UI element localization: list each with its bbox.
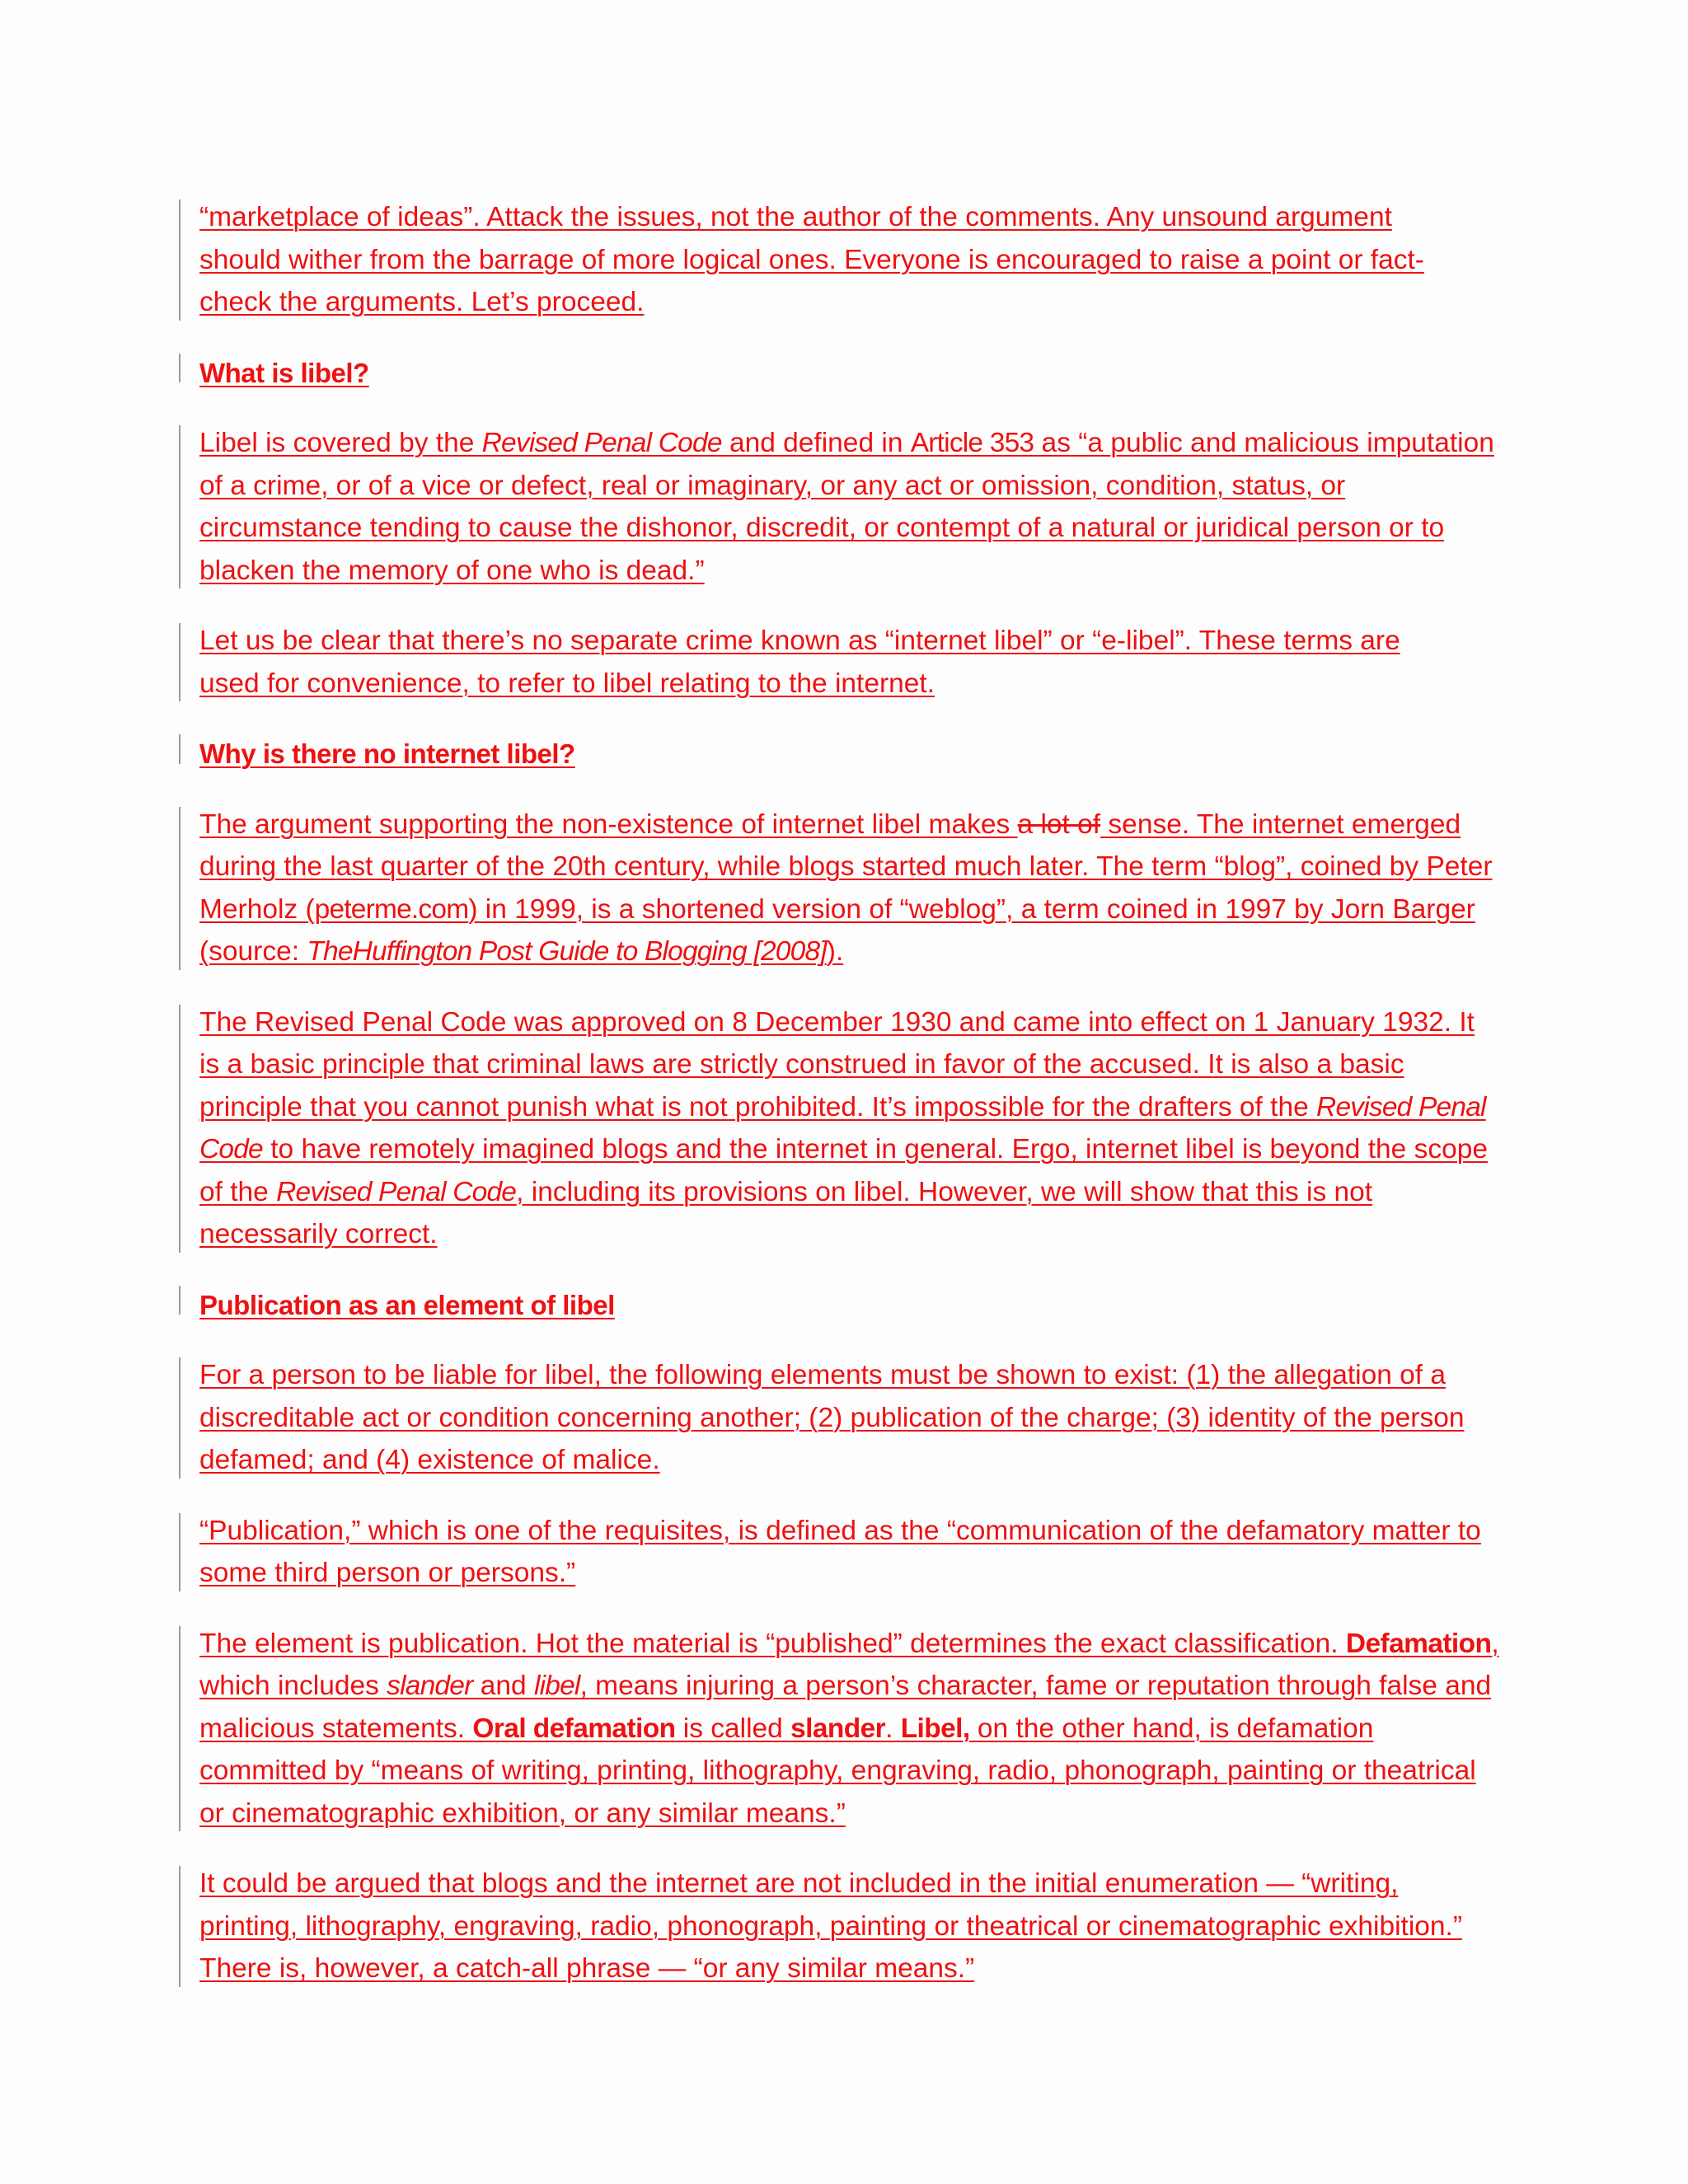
paragraph-no-separate-crime: Let us be clear that there’s no separate crime known as “internet libel” or “e-libel”. These terms are used for convenience, to refer to libel relating to the internet.: [199, 620, 1436, 705]
paragraph-elements-of-libel: For a person to be liable for libel, the following elements must be shown to exist: (1) the allegation of a discreditable act or condition concerning another; (2) publication of the charge; (3) identity of the person defamed; and (4) existence of malice.: [199, 1354, 1502, 1482]
paragraph-marketplace: “marketplace of ideas”. Attack the issues, not the author of the comments. Any unsound argument should wither from the barrage of more logical ones. Everyone is encouraged to raise a point or fact-check the arguments. Let’s proceed.: [199, 196, 1436, 324]
document-body: [199, 196, 1502, 2018]
paragraph-revised-penal-code: The Revised Penal Code was approved on 8 December 1930 and came into effect on 1 January 1932. It is a basic principle that criminal laws are strictly construed in favor of the accused. It is also a basic principle that you cannot punish what is not prohibited. It’s impossible for the drafters of the Revised Penal Code to have remotely imagined blogs and the internet in general. Ergo, internet libel is beyond the scope of the Revised Penal Code, including its provisions on libel. However, we will show that this is not necessarily correct.: [199, 1001, 1502, 1256]
paragraph-argument-history: The argument supporting the non-existence of internet libel makes a lot of sense. The internet emerged during the last quarter of the 20th century, while blogs started much later. The term “blog”, coined by Peter Merholz (peterme.com) in 1999, is a shortened version of “weblog”, a term coined in 1997 by Jorn Barger (source: TheHuffington Post Guide to Blogging [2008]).: [199, 804, 1502, 973]
paragraph-defamation-classification: The element is publication. Hot the material is “published” determines the exact classification. Defamation, which includes slander and libel, means injuring a person’s character, fame or reputation through false and malicious statements. Oral defamation is called slander. Libel, on the other hand, is defamation committed by “means of writing, printing, lithography, engraving, radio, phonograph, painting or theatrical or cinematographic exhibition, or any similar means.”: [199, 1623, 1502, 1835]
heading-why-no-internet-libel: Why is there no internet libel?: [199, 733, 1502, 776]
deleted-text: a lot of: [1017, 808, 1101, 840]
paragraph-catch-all-phrase: It could be argued that blogs and the internet are not included in the initial enumeration — “writing, printing, lithography, engraving, radio, phonograph, painting or theatrical or cinematographic exhibition.” There is, however, a catch-all phrase — “or any similar means.”: [199, 1863, 1502, 1990]
paragraph-publication-definition: “Publication,” which is one of the requisites, is defined as the “communication of the defamatory matter to some third person or persons.”: [199, 1510, 1502, 1595]
heading-what-is-libel: What is libel?: [199, 352, 1502, 395]
paragraph-libel-definition: Libel is covered by the Revised Penal Code and defined in Article 353 as “a public and malicious imputation of a crime, or of a vice or defect, real or imaginary, or any act or omission, condition, status, or circumstance tending to cause the dishonor, discredit, or contempt of a natural or juridical person or to blacken the memory of one who is dead.”: [199, 422, 1502, 592]
heading-publication-element: Publication as an element of libel: [199, 1284, 1502, 1327]
